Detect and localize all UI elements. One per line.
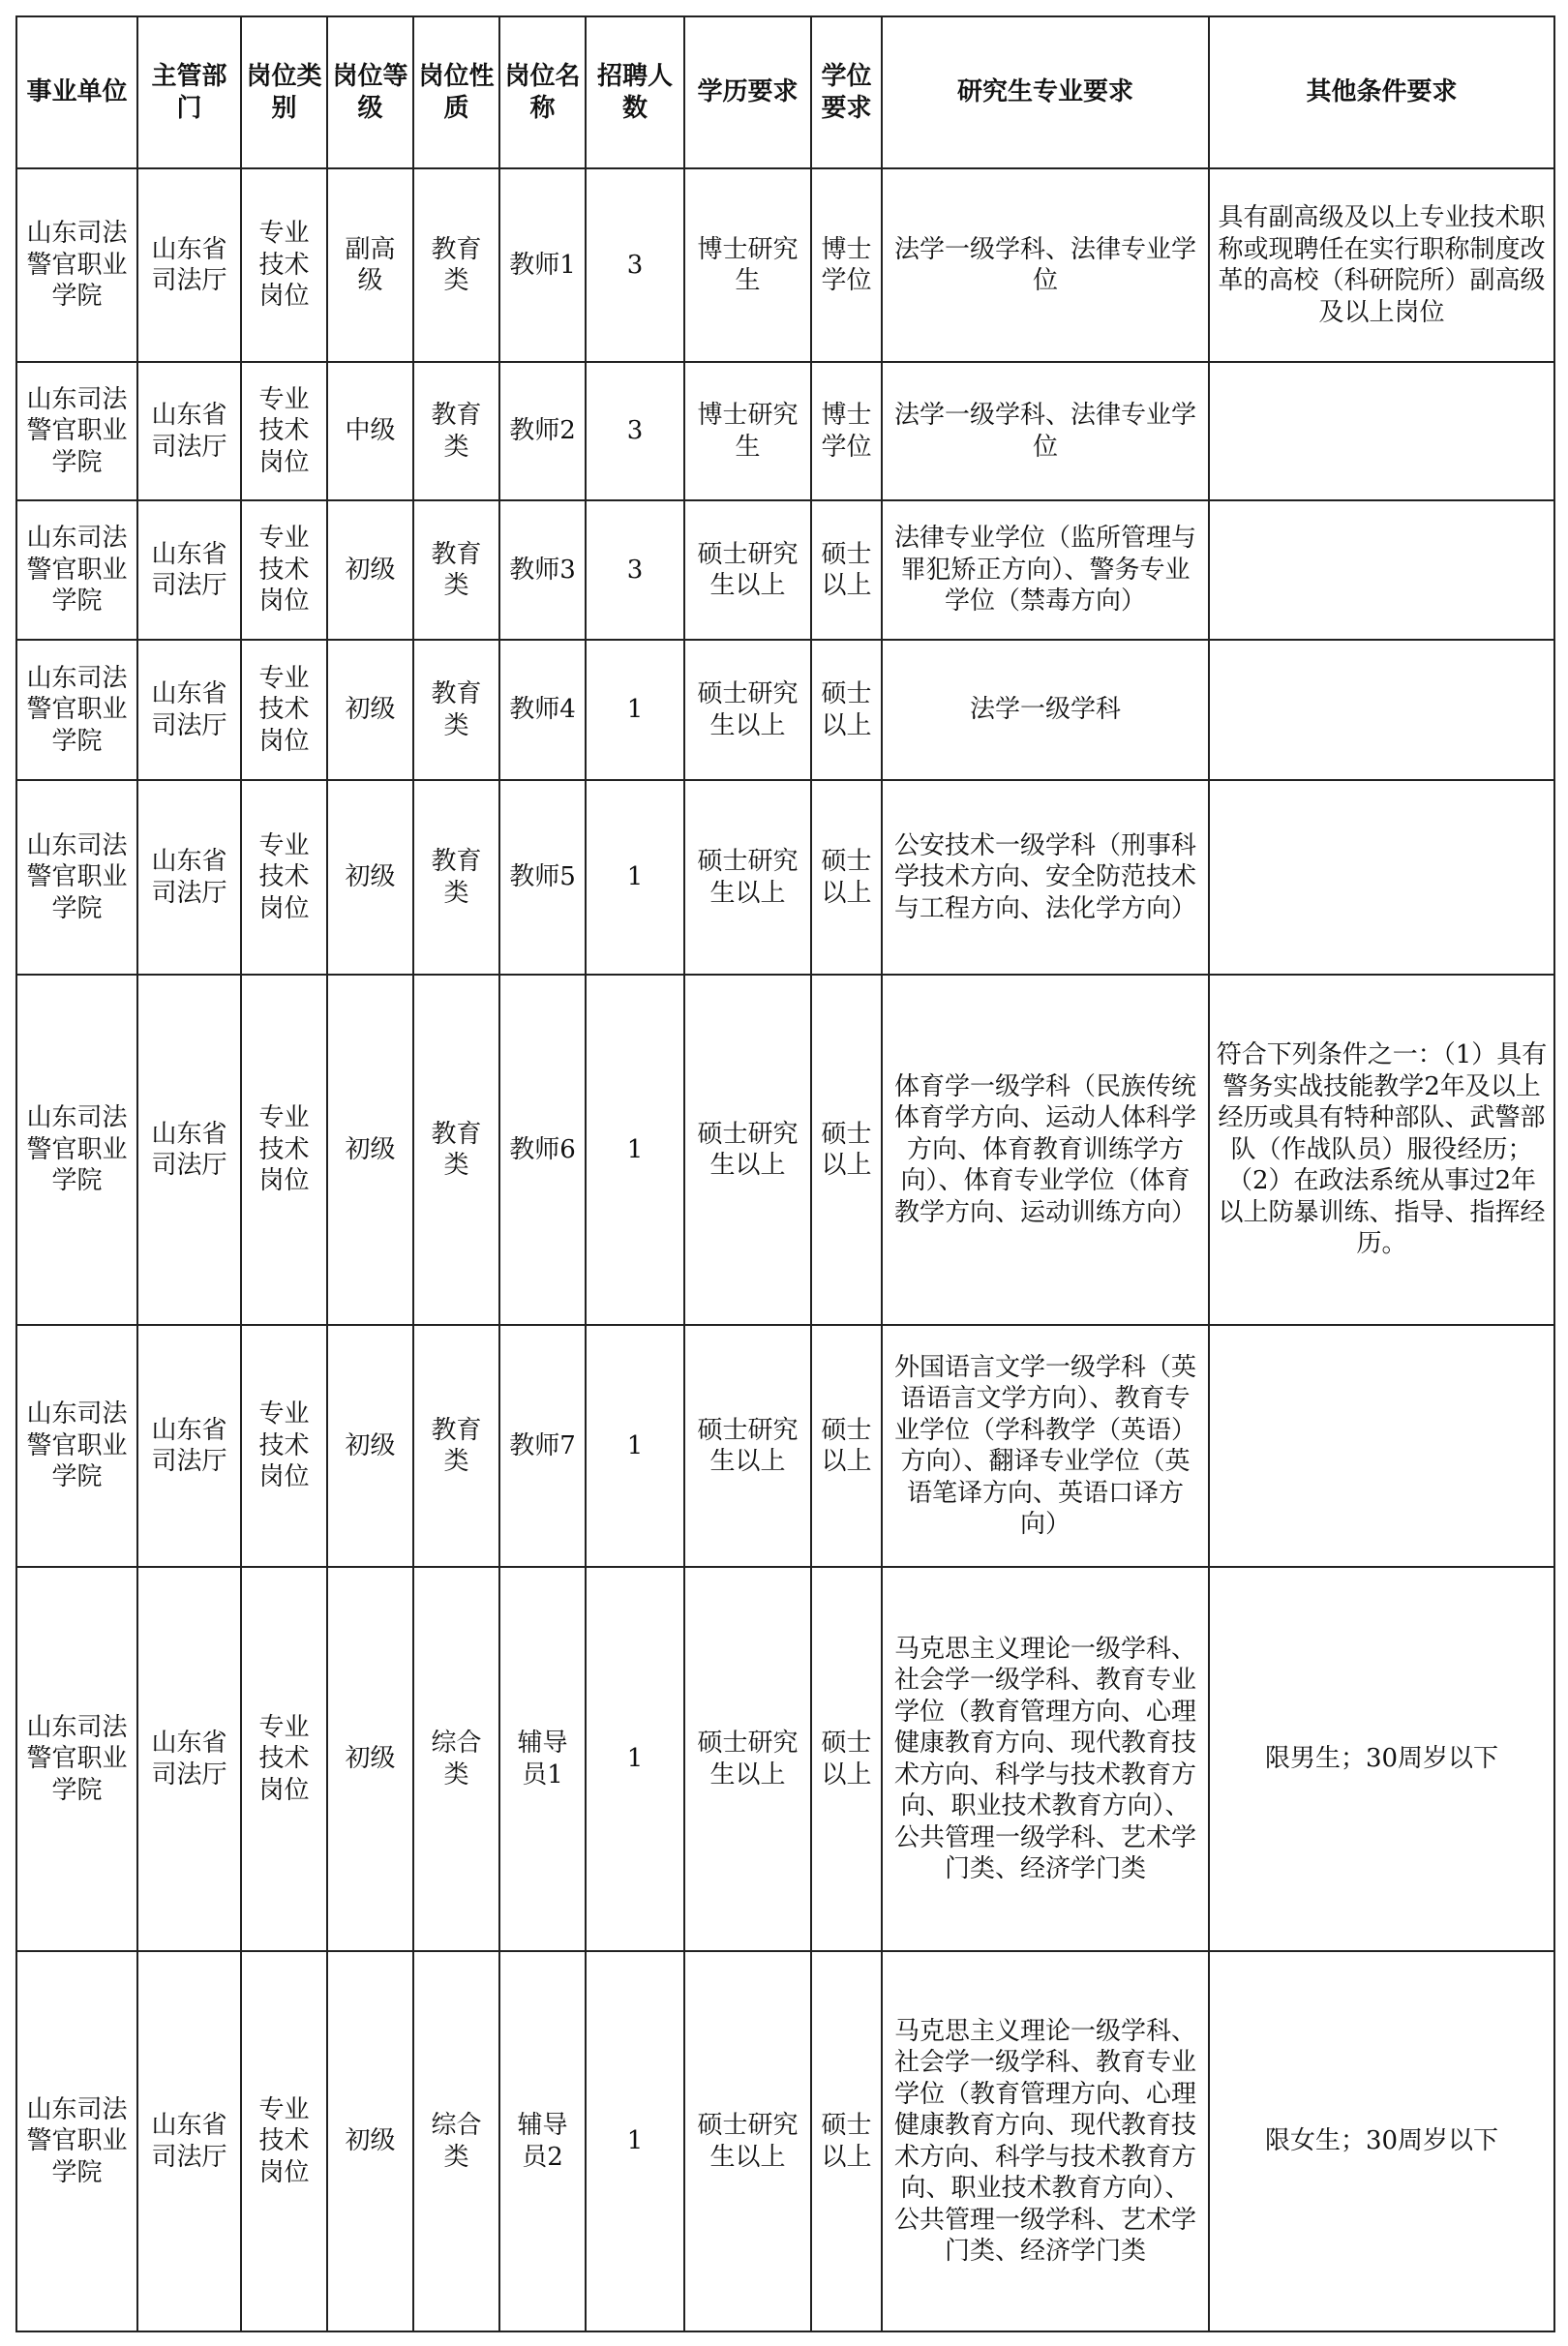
cell-name: 教师6 [499,975,586,1325]
cell-nature: 综合类 [413,1567,499,1951]
cell-name: 教师5 [499,780,586,975]
cell-other: 限男生；30周岁以下 [1209,1567,1554,1951]
cell-other [1209,362,1554,500]
cell-category: 专业技术岗位 [241,780,327,975]
cell-unit: 山东司法警官职业学院 [16,168,137,362]
cell-major: 法学一级学科 [882,640,1209,780]
cell-category: 专业技术岗位 [241,1951,327,2331]
cell-degree: 硕士以上 [811,500,882,640]
header-count: 招聘人数 [586,16,684,168]
cell-degree: 博士学位 [811,362,882,500]
cell-edu: 硕士研究生以上 [684,1951,811,2331]
cell-dept: 山东省司法厅 [137,975,241,1325]
cell-edu: 硕士研究生以上 [684,975,811,1325]
cell-nature: 教育类 [413,362,499,500]
cell-level: 中级 [327,362,413,500]
cell-major: 法律专业学位（监所管理与罪犯矫正方向）、警务专业学位（禁毒方向） [882,500,1209,640]
cell-unit: 山东司法警官职业学院 [16,1325,137,1567]
cell-major: 马克思主义理论一级学科、社会学一级学科、教育专业学位（教育管理方向、心理健康教育方向、现代教育技术方向、科学与技术教育方向、职业技术教育方向）、公共管理一级学科、艺术学门类、经济学门类 [882,1567,1209,1951]
cell-major: 外国语言文学一级学科（英语语言文学方向）、教育专业学位（学科教学（英语）方向）、翻译专业学位（英语笔译方向、英语口译方向） [882,1325,1209,1567]
cell-dept: 山东省司法厅 [137,780,241,975]
recruitment-table [15,15,1555,2332]
cell-level: 初级 [327,500,413,640]
cell-count: 1 [586,640,684,780]
cell-unit: 山东司法警官职业学院 [16,975,137,1325]
cell-category: 专业技术岗位 [241,640,327,780]
cell-edu: 硕士研究生以上 [684,1567,811,1951]
cell-other: 符合下列条件之一：（1）具有警务实战技能教学2年及以上经历或具有特种部队、武警部队（作战队员）服役经历；（2）在政法系统从事过2年以上防暴训练、指导、指挥经历。 [1209,975,1554,1325]
cell-other [1209,780,1554,975]
cell-unit: 山东司法警官职业学院 [16,1567,137,1951]
cell-edu: 硕士研究生以上 [684,640,811,780]
cell-category: 专业技术岗位 [241,1325,327,1567]
cell-count: 1 [586,1567,684,1951]
cell-other: 具有副高级及以上专业技术职称或现聘任在实行职称制度改革的高校（科研院所）副高级及以上岗位 [1209,168,1554,362]
table-row [16,780,1554,975]
cell-level: 初级 [327,975,413,1325]
cell-unit: 山东司法警官职业学院 [16,780,137,975]
table-row [16,1951,1554,2331]
cell-dept: 山东省司法厅 [137,500,241,640]
header-major: 研究生专业要求 [882,16,1209,168]
cell-category: 专业技术岗位 [241,1567,327,1951]
cell-count: 3 [586,168,684,362]
cell-nature: 教育类 [413,1325,499,1567]
table-row [16,975,1554,1325]
header-name: 岗位名称 [499,16,586,168]
cell-category: 专业技术岗位 [241,362,327,500]
cell-level: 初级 [327,1567,413,1951]
cell-degree: 硕士以上 [811,975,882,1325]
cell-other [1209,640,1554,780]
cell-category: 专业技术岗位 [241,500,327,640]
table-row [16,500,1554,640]
cell-major: 马克思主义理论一级学科、社会学一级学科、教育专业学位（教育管理方向、心理健康教育方向、现代教育技术方向、科学与技术教育方向、职业技术教育方向）、公共管理一级学科、艺术学门类、经济学门类 [882,1951,1209,2331]
cell-dept: 山东省司法厅 [137,1951,241,2331]
cell-degree: 硕士以上 [811,1951,882,2331]
cell-degree: 硕士以上 [811,1325,882,1567]
cell-other [1209,1325,1554,1567]
header-other: 其他条件要求 [1209,16,1554,168]
cell-degree: 硕士以上 [811,640,882,780]
cell-nature: 教育类 [413,500,499,640]
cell-count: 1 [586,1325,684,1567]
cell-major: 法学一级学科、法律专业学位 [882,168,1209,362]
cell-degree: 博士学位 [811,168,882,362]
header-dept: 主管部门 [137,16,241,168]
header-degree: 学位要求 [811,16,882,168]
cell-name: 教师1 [499,168,586,362]
cell-nature: 教育类 [413,640,499,780]
cell-name: 辅导员1 [499,1567,586,1951]
cell-unit: 山东司法警官职业学院 [16,640,137,780]
cell-nature: 综合类 [413,1951,499,2331]
cell-degree: 硕士以上 [811,780,882,975]
cell-edu: 博士研究生 [684,168,811,362]
cell-dept: 山东省司法厅 [137,362,241,500]
table-row [16,168,1554,362]
cell-nature: 教育类 [413,975,499,1325]
cell-other: 限女生；30周岁以下 [1209,1951,1554,2331]
header-unit: 事业单位 [16,16,137,168]
cell-unit: 山东司法警官职业学院 [16,1951,137,2331]
cell-major: 体育学一级学科（民族传统体育学方向、运动人体科学方向、体育教育训练学方向）、体育专业学位（体育教学方向、运动训练方向） [882,975,1209,1325]
header-edu: 学历要求 [684,16,811,168]
cell-count: 3 [586,362,684,500]
header-category: 岗位类别 [241,16,327,168]
cell-edu: 硕士研究生以上 [684,780,811,975]
cell-count: 1 [586,1951,684,2331]
header-nature: 岗位性质 [413,16,499,168]
cell-other [1209,500,1554,640]
cell-name: 辅导员2 [499,1951,586,2331]
cell-dept: 山东省司法厅 [137,640,241,780]
table-row [16,640,1554,780]
cell-edu: 博士研究生 [684,362,811,500]
cell-category: 专业技术岗位 [241,975,327,1325]
cell-major: 公安技术一级学科（刑事科学技术方向、安全防范技术与工程方向、法化学方向） [882,780,1209,975]
cell-name: 教师4 [499,640,586,780]
cell-name: 教师3 [499,500,586,640]
cell-dept: 山东省司法厅 [137,1325,241,1567]
cell-name: 教师7 [499,1325,586,1567]
cell-dept: 山东省司法厅 [137,1567,241,1951]
cell-level: 初级 [327,1951,413,2331]
cell-unit: 山东司法警官职业学院 [16,500,137,640]
cell-nature: 教育类 [413,780,499,975]
cell-edu: 硕士研究生以上 [684,1325,811,1567]
cell-count: 3 [586,500,684,640]
cell-count: 1 [586,975,684,1325]
cell-dept: 山东省司法厅 [137,168,241,362]
cell-edu: 硕士研究生以上 [684,500,811,640]
header-row [16,16,1554,168]
cell-count: 1 [586,780,684,975]
cell-major: 法学一级学科、法律专业学位 [882,362,1209,500]
cell-degree: 硕士以上 [811,1567,882,1951]
cell-level: 副高级 [327,168,413,362]
cell-category: 专业技术岗位 [241,168,327,362]
table-row [16,1567,1554,1951]
table-row [16,1325,1554,1567]
header-level: 岗位等级 [327,16,413,168]
cell-level: 初级 [327,640,413,780]
cell-nature: 教育类 [413,168,499,362]
cell-level: 初级 [327,780,413,975]
cell-unit: 山东司法警官职业学院 [16,362,137,500]
cell-name: 教师2 [499,362,586,500]
cell-level: 初级 [327,1325,413,1567]
table-row [16,362,1554,500]
